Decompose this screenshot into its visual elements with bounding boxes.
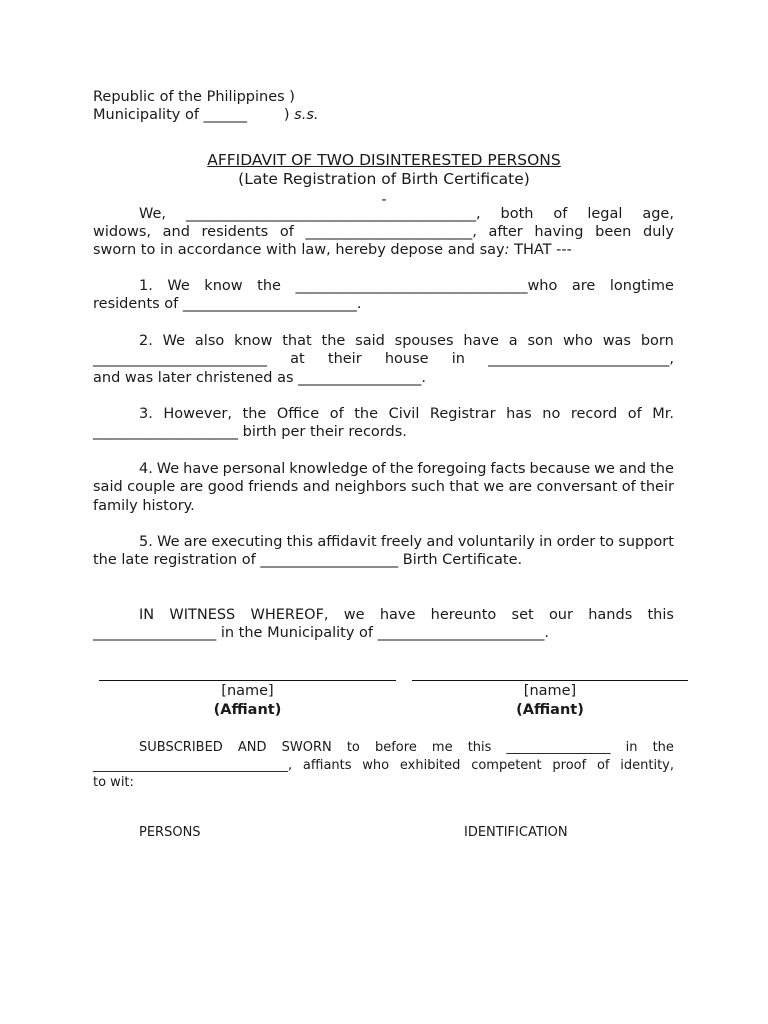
word: also <box>194 333 225 349</box>
signature-line-left <box>99 680 396 681</box>
word: age, <box>642 206 674 222</box>
word: such <box>411 479 445 495</box>
word: are <box>183 534 208 550</box>
signature-role-right: (Affiant) <box>516 702 584 718</box>
word: the <box>321 333 346 349</box>
word: the <box>354 406 379 422</box>
word: said <box>93 479 123 495</box>
word: have <box>183 461 219 477</box>
word: know <box>204 278 243 294</box>
para-4-line-1 <box>139 460 674 478</box>
word: who <box>562 333 593 349</box>
signature-role-left: (Affiant) <box>213 702 282 718</box>
word: IN <box>139 607 155 623</box>
word: ________________________________________, <box>185 206 481 222</box>
para-2-line-3: and was later christened as _________________. <box>93 370 427 386</box>
jurat-line-2 <box>93 757 674 775</box>
word: We <box>157 534 180 550</box>
word: at <box>290 351 305 367</box>
word: conversant <box>536 479 618 495</box>
word: having <box>534 224 584 240</box>
word: of <box>621 479 636 495</box>
intro-line-1 <box>139 205 674 223</box>
word: and <box>618 461 647 477</box>
witness-line-2: _________________ in the Municipality of _______________________. <box>93 625 549 641</box>
word: neighbors <box>334 479 407 495</box>
word: in <box>451 351 465 367</box>
word: have <box>463 333 499 349</box>
column-persons: PERSONS <box>139 825 201 840</box>
word: are <box>179 479 204 495</box>
jurat-line-3: to wit: <box>93 775 134 790</box>
word: We <box>162 333 186 349</box>
word: this <box>467 740 492 755</box>
header-republic: Republic of the Philippines ) <box>93 89 295 105</box>
word: are <box>571 278 596 294</box>
word: 3. <box>139 406 153 422</box>
word: this <box>647 607 674 623</box>
word: support <box>618 534 674 550</box>
word: WHEREOF, <box>250 607 329 623</box>
word: the <box>652 740 674 755</box>
word: freely <box>380 534 423 550</box>
word: and <box>302 479 330 495</box>
word: because <box>529 461 591 477</box>
signature-name-right: [name] <box>523 683 577 699</box>
word: who <box>362 758 390 773</box>
word: are <box>508 479 532 495</box>
header-municipality-text: Municipality of ______ ) <box>93 107 295 123</box>
word: We <box>167 278 190 294</box>
para-1-line-2: residents of ________________________. <box>93 296 362 312</box>
word: knowledge <box>289 461 368 477</box>
para-5-line-1 <box>139 533 674 551</box>
word: the <box>389 461 414 477</box>
intro-line-3-text: sworn to in accordance with law, hereby depose and say <box>93 242 505 258</box>
word: longtime <box>609 278 674 294</box>
word: that <box>449 479 479 495</box>
para-1-line-1 <box>139 277 674 295</box>
para-4-line-3: family history. <box>93 498 195 514</box>
word: good <box>207 479 244 495</box>
word: know <box>234 333 273 349</box>
header-municipality <box>93 106 319 124</box>
word: has <box>506 406 532 422</box>
word: affidavit <box>317 534 377 550</box>
word: 5. <box>139 534 153 550</box>
word: we <box>594 461 615 477</box>
word: competent <box>471 758 542 773</box>
word: exhibited <box>399 758 461 773</box>
intro-colon: : <box>504 242 510 258</box>
intro-that: THAT --- <box>509 242 572 258</box>
word: proof <box>552 758 587 773</box>
signature-line-right <box>412 680 688 681</box>
word: order <box>556 534 596 550</box>
word: of <box>596 758 610 773</box>
word: SUBSCRIBED <box>139 740 223 755</box>
word: ________________ <box>506 740 611 755</box>
witness-line-1 <box>139 606 674 624</box>
word: the <box>650 461 674 477</box>
word: we <box>483 479 505 495</box>
word: affiants <box>302 758 352 773</box>
intro-line-2 <box>93 223 674 241</box>
word: of <box>279 224 294 240</box>
document-subtitle: (Late Registration of Birth Certificate) <box>238 170 530 188</box>
word: in <box>539 534 553 550</box>
word: son <box>527 333 554 349</box>
word: hereunto <box>430 607 497 623</box>
document-title: AFFIDAVIT OF TWO DISINTERESTED PERSONS <box>207 151 561 169</box>
word: facts <box>490 461 526 477</box>
word: to <box>346 740 360 755</box>
word: of <box>329 406 344 422</box>
word: legal <box>587 206 623 222</box>
word: our <box>548 607 573 623</box>
word: been <box>595 224 632 240</box>
word: Civil <box>388 406 420 422</box>
word: ______________________________, <box>93 758 293 773</box>
column-identification: IDENTIFICATION <box>464 825 568 840</box>
word: spouses <box>394 333 454 349</box>
word: after <box>488 224 523 240</box>
word: their <box>640 479 674 495</box>
word: record <box>570 406 618 422</box>
word: _________________________, <box>488 351 674 367</box>
word: widows, <box>93 224 151 240</box>
word: born <box>640 333 674 349</box>
word: of <box>627 406 642 422</box>
para-2-line-2 <box>93 350 674 368</box>
word: of <box>371 461 386 477</box>
word: and <box>426 534 454 550</box>
word: in <box>625 740 638 755</box>
word: their <box>327 351 362 367</box>
intro-line-3 <box>93 241 572 259</box>
word: hands <box>588 607 633 623</box>
word: and <box>162 224 190 240</box>
para-4-line-2 <box>93 478 674 496</box>
word: to <box>599 534 615 550</box>
word: that <box>282 333 312 349</box>
word: no <box>542 406 561 422</box>
word: 2. <box>139 333 153 349</box>
word: the <box>257 278 281 294</box>
dash-mark: - <box>381 192 387 208</box>
word: before <box>374 740 417 755</box>
word: both <box>500 206 534 222</box>
word: of <box>553 206 568 222</box>
word: a <box>508 333 518 349</box>
para-3-line-2: ____________________ birth per their records. <box>93 424 407 440</box>
word: ________________________ <box>93 351 267 367</box>
word: said <box>355 333 385 349</box>
word: house <box>384 351 429 367</box>
word: set <box>511 607 534 623</box>
word: couple <box>127 479 176 495</box>
header-ss: s.s. <box>294 107 319 123</box>
word: duly <box>642 224 674 240</box>
word: ________________________________who <box>295 278 558 294</box>
word: We <box>156 461 180 477</box>
word: we <box>343 607 365 623</box>
word: identity, <box>620 758 674 773</box>
word: friends <box>248 479 299 495</box>
para-3-line-1 <box>139 405 674 423</box>
word: 4. <box>139 461 153 477</box>
word: personal <box>222 461 286 477</box>
word: WITNESS <box>169 607 236 623</box>
jurat-line-1 <box>139 739 674 757</box>
word: me <box>431 740 453 755</box>
word: _______________________, <box>305 224 477 240</box>
word: this <box>286 534 314 550</box>
word: executing <box>211 534 283 550</box>
word: have <box>379 607 416 623</box>
word: However, <box>163 406 233 422</box>
word: residents <box>201 224 269 240</box>
para-2-line-1 <box>139 332 674 350</box>
word: was <box>602 333 631 349</box>
word: Office <box>276 406 320 422</box>
word: the <box>242 406 267 422</box>
word: foregoing <box>417 461 487 477</box>
word: SWORN <box>281 740 332 755</box>
word: Mr. <box>652 406 674 422</box>
para-5-line-2: the late registration of ___________________ Birth Certificate. <box>93 552 523 568</box>
word: Registrar <box>429 406 496 422</box>
word: AND <box>237 740 267 755</box>
word: 1. <box>139 278 153 294</box>
word: voluntarily <box>457 534 535 550</box>
signature-name-left: [name] <box>221 683 274 699</box>
word: We, <box>139 206 167 222</box>
